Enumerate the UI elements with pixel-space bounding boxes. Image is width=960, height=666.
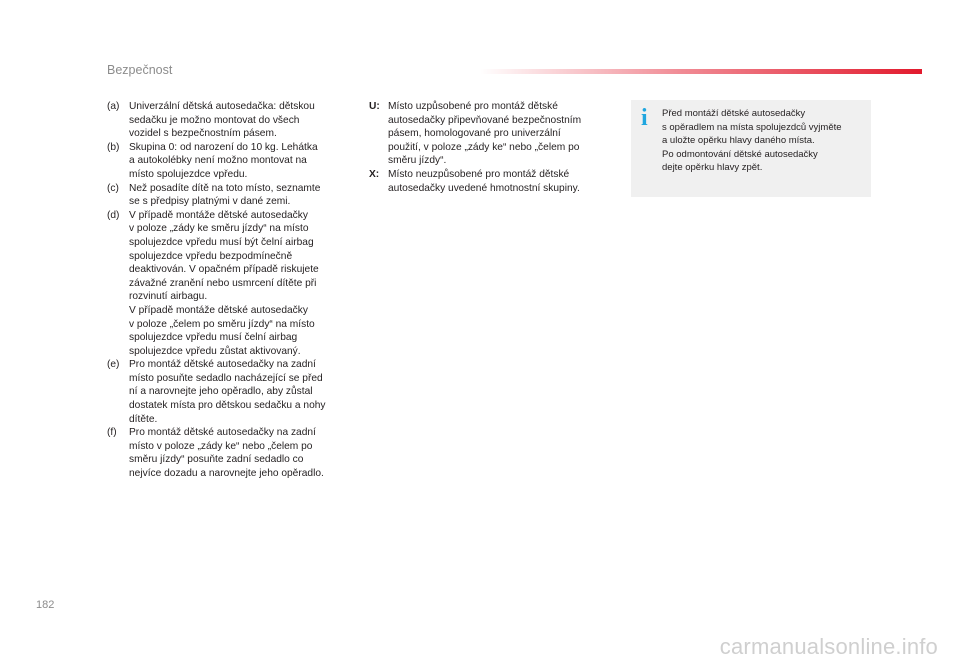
item-text: Skupina 0: od narození do 10 kg. Lehátka a autokolébky není možno montovat na místo spolujezdce vpředu.: [129, 141, 318, 180]
item-label: (f): [107, 427, 117, 439]
item-label: (e): [107, 359, 120, 371]
list-item-e: [107, 358, 357, 426]
list-item-b: [107, 141, 357, 182]
middle-column: [369, 100, 619, 195]
section-title: Bezpečnost: [107, 63, 173, 77]
list-item-f: [107, 426, 357, 480]
info-text: Před montáží dětské autosedačky s opěradlem na místa spolujezdců vyjměte a uložte opěrku hlavy daného místa. Po odmontování dětské autosedačky dejte opěrku hlavy zpět.: [662, 108, 842, 174]
legend-label: U:: [369, 101, 380, 112]
list-item-d: [107, 209, 357, 359]
list-item-c: [107, 182, 357, 209]
list-item-a: [107, 100, 357, 141]
item-text: V případě montáže dětské autosedačky v poloze „zády ke směru jízdy“ na místo spolujezdce vpředu musí být čelní airbag spolujezdce vpředu bezpodmínečně deaktivován. V opačném případě riskujete závažné zranění nebo usmrcení dítěte při rozvinutí airbagu. V případě montáže dětské autosedačky v poloze „čelem po směru jízdy“ na místo spolujezdce vpředu musí čelní airbag spolujezdce vpředu zůstat aktivovaný.: [129, 209, 319, 357]
item-label: (d): [107, 209, 120, 221]
legend-item-x: [369, 168, 619, 195]
header-rule: [480, 69, 922, 74]
watermark: carmanualsonline.info: [719, 634, 938, 659]
item-text: Než posadíte dítě na toto místo, seznamte se s předpisy platnými v dané zemi.: [129, 182, 321, 208]
info-icon: i: [641, 105, 648, 131]
item-label: (b): [107, 141, 120, 153]
item-label: (c): [107, 182, 119, 194]
left-column: [107, 100, 357, 481]
item-label: (a): [107, 101, 120, 112]
item-text: Pro montáž dětské autosedačky na zadní místo posuňte sedadlo nacházející se před ní a narovnejte jeho opěradlo, aby zůstal dostatek místa pro dětskou sedačku a nohy dítěte.: [129, 359, 326, 425]
legend-text: Místo neuzpůsobené pro montáž dětské autosedačky uvedené hmotnostní skupiny.: [388, 168, 580, 194]
legend-text: Místo uzpůsobené pro montáž dětské autosedačky připevňované bezpečnostním pásem, homologované pro univerzální použití, v poloze „zády ke“ nebo „čelem po směru jízdy“.: [388, 101, 582, 167]
item-text: Pro montáž dětské autosedačky na zadní místo v poloze „zády ke“ nebo „čelem po směru jízdy“ posuňte zadní sedadlo co nejvíce dozadu a narovnejte jeho opěradlo.: [129, 427, 324, 480]
info-box: [631, 100, 871, 197]
legend-item-u: [369, 100, 619, 168]
legend-label: X:: [369, 168, 380, 180]
item-text: Univerzální dětská autosedačka: dětskou sedačku je možno montovat do všech vozidel s bezpečnostním pásem.: [129, 101, 315, 140]
page-number: 182: [36, 599, 55, 611]
